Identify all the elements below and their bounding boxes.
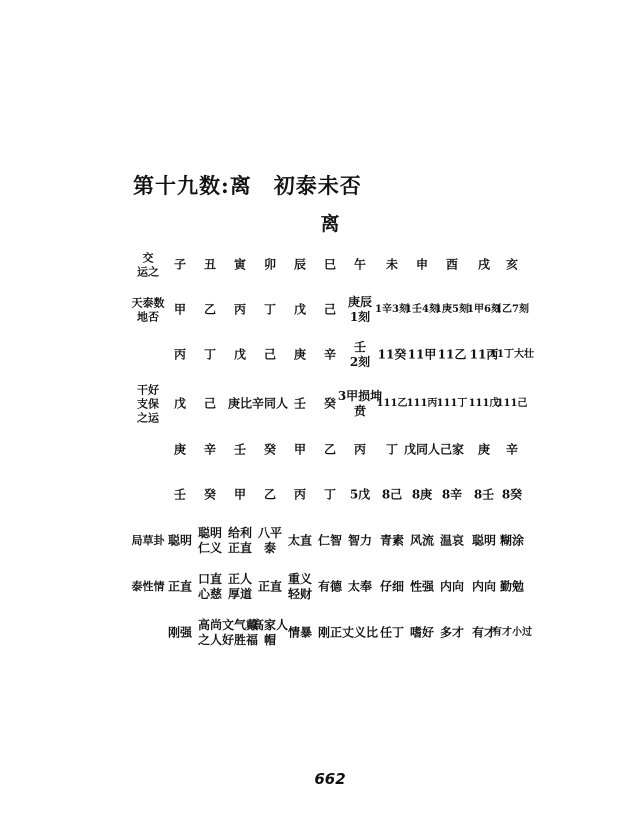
table-cell: 庚比	[227, 396, 253, 411]
table-cell: 丙	[353, 442, 367, 457]
table-cell: 戊同人	[403, 442, 441, 457]
table-cell: 癸	[263, 442, 277, 457]
table-cell: 情暴	[287, 625, 313, 640]
table-cell: 乙	[323, 442, 337, 457]
branch-header: 酉	[445, 257, 459, 272]
table-cell: 辛	[505, 442, 519, 457]
table-cell: 八平 泰	[257, 526, 283, 555]
table-cell: 智力	[347, 533, 373, 548]
table-cell: 1庚5刻	[435, 303, 469, 315]
table-cell: 111乙	[376, 397, 408, 409]
table-cell: 刚正	[317, 625, 343, 640]
table-cell: 丙	[233, 302, 247, 317]
table-cell: 甲	[233, 487, 247, 502]
page-number: 662	[314, 770, 346, 788]
table-cell: 高家人 帽	[251, 618, 289, 647]
table-cell: 内向	[439, 579, 465, 594]
table-cell: 糊涂	[499, 533, 525, 548]
table-cell: 甲	[293, 442, 307, 457]
table-cell: 11丙	[469, 347, 499, 362]
table-cell: 8辛	[441, 487, 463, 502]
table-cell: 甲	[173, 302, 187, 317]
table-cell: 太奉	[347, 579, 373, 594]
table-cell: 丁	[385, 442, 399, 457]
table-cell: 1壬4刻	[405, 303, 439, 315]
table-cell: 多才	[439, 625, 465, 640]
table-cell: 癸	[203, 487, 217, 502]
table-cell: 8己	[381, 487, 403, 502]
table-cell: 癸	[323, 396, 337, 411]
table-cell: 己	[263, 347, 277, 362]
table-cell: 辛同人	[251, 396, 289, 411]
table-cell: 庚	[477, 442, 491, 457]
table-cell: 1甲6刻	[467, 303, 501, 315]
row-label: 交 运之	[137, 251, 159, 278]
branch-header: 卯	[263, 257, 277, 272]
table-cell: 有才	[471, 625, 497, 640]
table-cell: 8庚	[411, 487, 433, 502]
chapter-title: 第十九数:离 初泰未否	[133, 173, 362, 198]
table-cell: 丁	[263, 302, 277, 317]
table-cell: 辛	[323, 347, 337, 362]
table-cell: 111戊	[468, 397, 500, 409]
table-cell: 己	[323, 302, 337, 317]
table-cell: 仁智	[317, 533, 343, 548]
table-cell: 1辛3刻	[375, 303, 409, 315]
table-cell: 仔细	[379, 579, 405, 594]
table-cell: 戊	[173, 396, 187, 411]
table-cell: 8壬	[473, 487, 495, 502]
branch-header: 丑	[203, 257, 217, 272]
branch-header: 亥	[505, 257, 519, 272]
table-cell: 文气戴 好胜福	[221, 618, 259, 647]
table-cell: 壬 2刻	[349, 340, 371, 369]
table-cell: 给利 正直	[227, 526, 253, 555]
table-cell: 聪明	[471, 533, 497, 548]
table-cell: 11乙	[437, 347, 467, 362]
trigram-heading: 离	[320, 213, 340, 235]
table-cell: 乙	[263, 487, 277, 502]
table-cell: 聪明	[167, 533, 193, 548]
table-cell: 性强	[409, 579, 435, 594]
table-cell: 111丙	[406, 397, 438, 409]
table-cell: 丈义比	[341, 625, 379, 640]
table-cell: 己家	[439, 442, 465, 457]
table-cell: 壬	[233, 442, 247, 457]
row-label: 干好 支保 之运	[137, 383, 159, 424]
table-cell: 正直	[257, 579, 283, 594]
table-cell: 丁	[323, 487, 337, 502]
table-cell: 嗜好	[409, 625, 435, 640]
table-cell: 丙	[293, 487, 307, 502]
row-label: 天泰数 地否	[131, 296, 165, 323]
table-cell: 戊	[293, 302, 307, 317]
branch-header: 巳	[323, 257, 337, 272]
table-cell: 口直 心慈	[197, 572, 223, 601]
table-cell: 高尚 之人	[197, 618, 223, 647]
table-cell: 丁	[203, 347, 217, 362]
table-cell: 己	[203, 396, 217, 411]
table-cell: 太直	[287, 533, 313, 548]
table-cell: 11癸	[377, 347, 407, 362]
table-cell: 1乙7刻	[495, 303, 529, 315]
table-cell: 11丁大壮	[490, 348, 534, 360]
table-cell: 内向	[471, 579, 497, 594]
branch-header: 子	[173, 257, 187, 272]
branch-header: 申	[415, 257, 429, 272]
table-cell: 勤勉	[499, 579, 525, 594]
branch-header: 未	[385, 257, 399, 272]
table-cell: 辛	[203, 442, 217, 457]
table-cell: 有才小过	[492, 626, 532, 638]
table-cell: 11甲	[407, 347, 437, 362]
table-cell: 111己	[496, 397, 528, 409]
table-cell: 3甲损坤 贲	[337, 389, 383, 418]
table-cell: 庚辰 1刻	[347, 295, 373, 324]
table-cell: 111丁	[436, 397, 468, 409]
row-label: 局草卦	[131, 534, 165, 548]
table-cell: 任丁	[379, 625, 405, 640]
table-cell: 正人 厚道	[227, 572, 253, 601]
table-cell: 戊	[233, 347, 247, 362]
table-cell: 壬	[293, 396, 307, 411]
branch-header: 寅	[233, 257, 247, 272]
table-cell: 刚强	[167, 625, 193, 640]
table-cell: 壬	[173, 487, 187, 502]
table-cell: 风流	[409, 533, 435, 548]
table-cell: 正直	[167, 579, 193, 594]
table-cell: 聪明 仁义	[197, 526, 223, 555]
table-cell: 庚	[173, 442, 187, 457]
table-cell: 有德	[317, 579, 343, 594]
table-cell: 青素	[379, 533, 405, 548]
branch-header: 戌	[477, 257, 491, 272]
table-cell: 丙	[173, 347, 187, 362]
row-label: 泰性情	[131, 580, 165, 594]
table-cell: 庚	[293, 347, 307, 362]
table-cell: 5戊	[349, 487, 371, 502]
table-cell: 温哀	[439, 533, 465, 548]
branch-header: 午	[353, 257, 367, 272]
branch-header: 辰	[293, 257, 307, 272]
table-cell: 8癸	[501, 487, 523, 502]
table-cell: 乙	[203, 302, 217, 317]
table-cell: 重义 轻财	[287, 572, 313, 601]
